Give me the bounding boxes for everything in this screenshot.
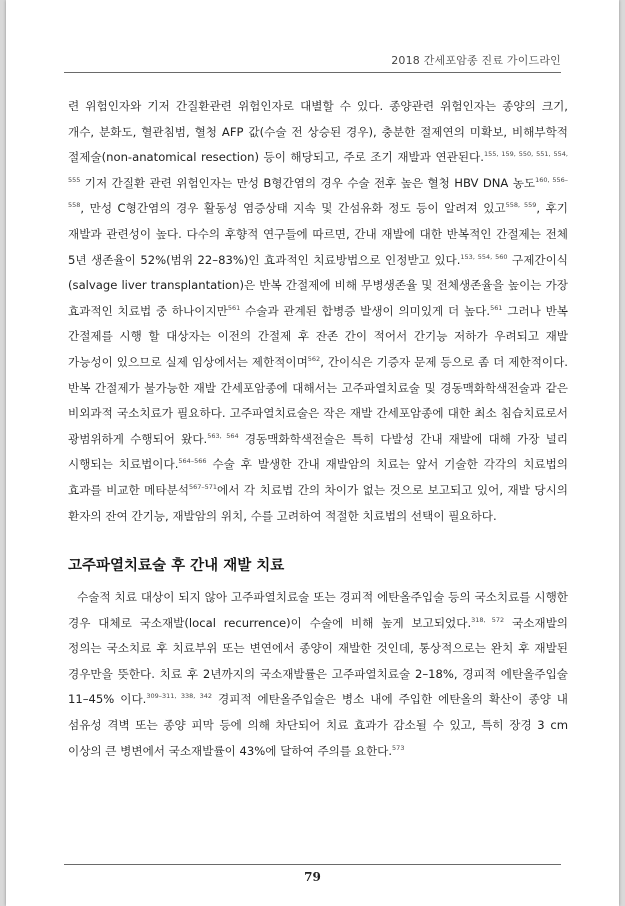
citation-ref: 567–571 <box>188 483 218 492</box>
text-run: , 간이식은 기증자 문제 등으로 좀 더 제한적이다. 반복 간절제가 불가능한 재발 간세포암종에 대해서는 고주파열치료술 및 경동맥화학색전술과 같은 비외과적 국소치료가 필요하다. 고주파열치료술은 작은 재발 간세포암종에 대한 최소 침습치료로서 광범위하게 수행되어 왔다. <box>68 354 568 446</box>
text-run: 에서 각 치료법 간의 차이가 없는 것으로 보고되고 있어, 재발 당시의 환자의 잔여 간기능, 재발암의 위치, 수를 고려하여 적절한 치료법의 선택이 필요하다. <box>68 482 568 523</box>
text-run: 그러나 반복 간절제를 시행 할 대상자는 이전의 간절제 후 잔존 간이 적어서 간기능 저하가 우려되고 재발 가능성이 있으므로 실제 임상에서는 제한적이며 <box>68 303 569 369</box>
citation-ref: 160, 556–558 <box>68 175 568 210</box>
text-run: 구제간이식(salvage liver transplantation)은 반복 간절제에 비해 무병생존율 및 전체생존율을 높이는 가장 효과적인 치료법 중 하나이지만 <box>68 252 568 318</box>
page-number: 79 <box>304 870 321 884</box>
running-header: 2018 간세포암종 진료 가이드라인 <box>391 54 561 67</box>
text-run: 수술 후 발생한 간내 재발암의 치료는 앞서 기술한 각각의 치료법의 효과를 비교한 메타분석 <box>68 457 569 497</box>
body-text <box>68 94 568 764</box>
citation-ref: 561 <box>490 303 503 312</box>
text-run: 기저 간질환 관련 위험인자는 만성 B형간염의 경우 수술 전후 높은 혈청 HBV DNA 농도 <box>80 175 536 190</box>
text-run: 수술과 관계된 합병증 발생이 의미있게 더 높다. <box>240 303 491 318</box>
citation-ref: 563, 564 <box>207 431 239 440</box>
text-run: , 만성 C형간염의 경우 활동성 염증상태 지속 및 간섬유화 정도 등이 알려져 있고 <box>80 201 506 216</box>
citation-ref: 561 <box>227 303 241 312</box>
citation-ref: 573 <box>392 743 405 752</box>
citation-ref: 564–566 <box>178 457 207 466</box>
text-run: 수술적 치료 대상이 되지 않아 고주파열치료술 또는 경피적 에탄올주입술 등의 국소치료를 시행한 경우 대체로 국소재발(local recurrence)이 수술에 비해 높게 보고되었다. <box>68 590 568 630</box>
citation-ref: 155, 159, 550, 551, 554, 555 <box>68 150 568 184</box>
citation-ref: 309–311, 338, 342 <box>146 692 213 701</box>
text-run: , 후기 재발과 관련성이 높다. 다수의 후향적 연구들에 따르면, 간내 재발에 대한 반복적인 간절제는 전체 5년 생존율이 52%(범위 22–83%)인 효과적인 치료방법으로 인정받고 있다. <box>68 201 568 267</box>
text-run: 경피적 에탄올주입술은 병소 내에 주입한 에탄올의 확산이 종양 내 섬유성 격벽 또는 종양 피막 등에 의해 차단되어 치료 효과가 감소될 수 있고, 특히 장경 3 cm 이상의 큰 병변에서 국소재발률이 43%에 달하여 주의를 요한다. <box>68 692 569 758</box>
footer-rule <box>64 864 561 865</box>
paragraph-recurrence-risk <box>68 94 568 529</box>
document-page <box>6 0 619 906</box>
paragraph-rfa-recurrence <box>68 585 568 764</box>
text-run: 경동맥화학색전술은 특히 다발성 간내 재발에 대해 가장 널리 시행되는 치료법이다. <box>68 431 568 472</box>
citation-ref: 562 <box>307 355 321 364</box>
citation-ref: 318, 572 <box>471 615 505 624</box>
text-run: 국소재발의 정의는 국소치료 후 치료부위 또는 변연에서 종양이 재발한 것인데, 통상적으로는 완치 후 재발된 경우만을 뜻한다. 치료 후 2년까지의 국소재발률은 고주파열치료술 2–18%, 경피적 에탄올주입술 11–45% 이다. <box>68 615 568 707</box>
header-rule <box>64 72 561 73</box>
citation-ref: 153, 554, 560 <box>460 252 508 261</box>
citation-ref: 558, 559 <box>505 201 537 210</box>
section-title: 고주파열치료술 후 간내 재발 치료 <box>68 558 285 575</box>
text-run: 련 위험인자와 기저 간질환관련 위험인자로 대별할 수 있다. 종양관련 위험인자는 종양의 크기, 개수, 분화도, 혈관침범, 혈청 AFP 값(수술 전 상승된 경우), 충분한 절제연의 미확보, 비해부학적 절제술(non-anatomical resection) 등이 해당되고, 주로 조기 재발과 연관된다. <box>68 99 568 165</box>
